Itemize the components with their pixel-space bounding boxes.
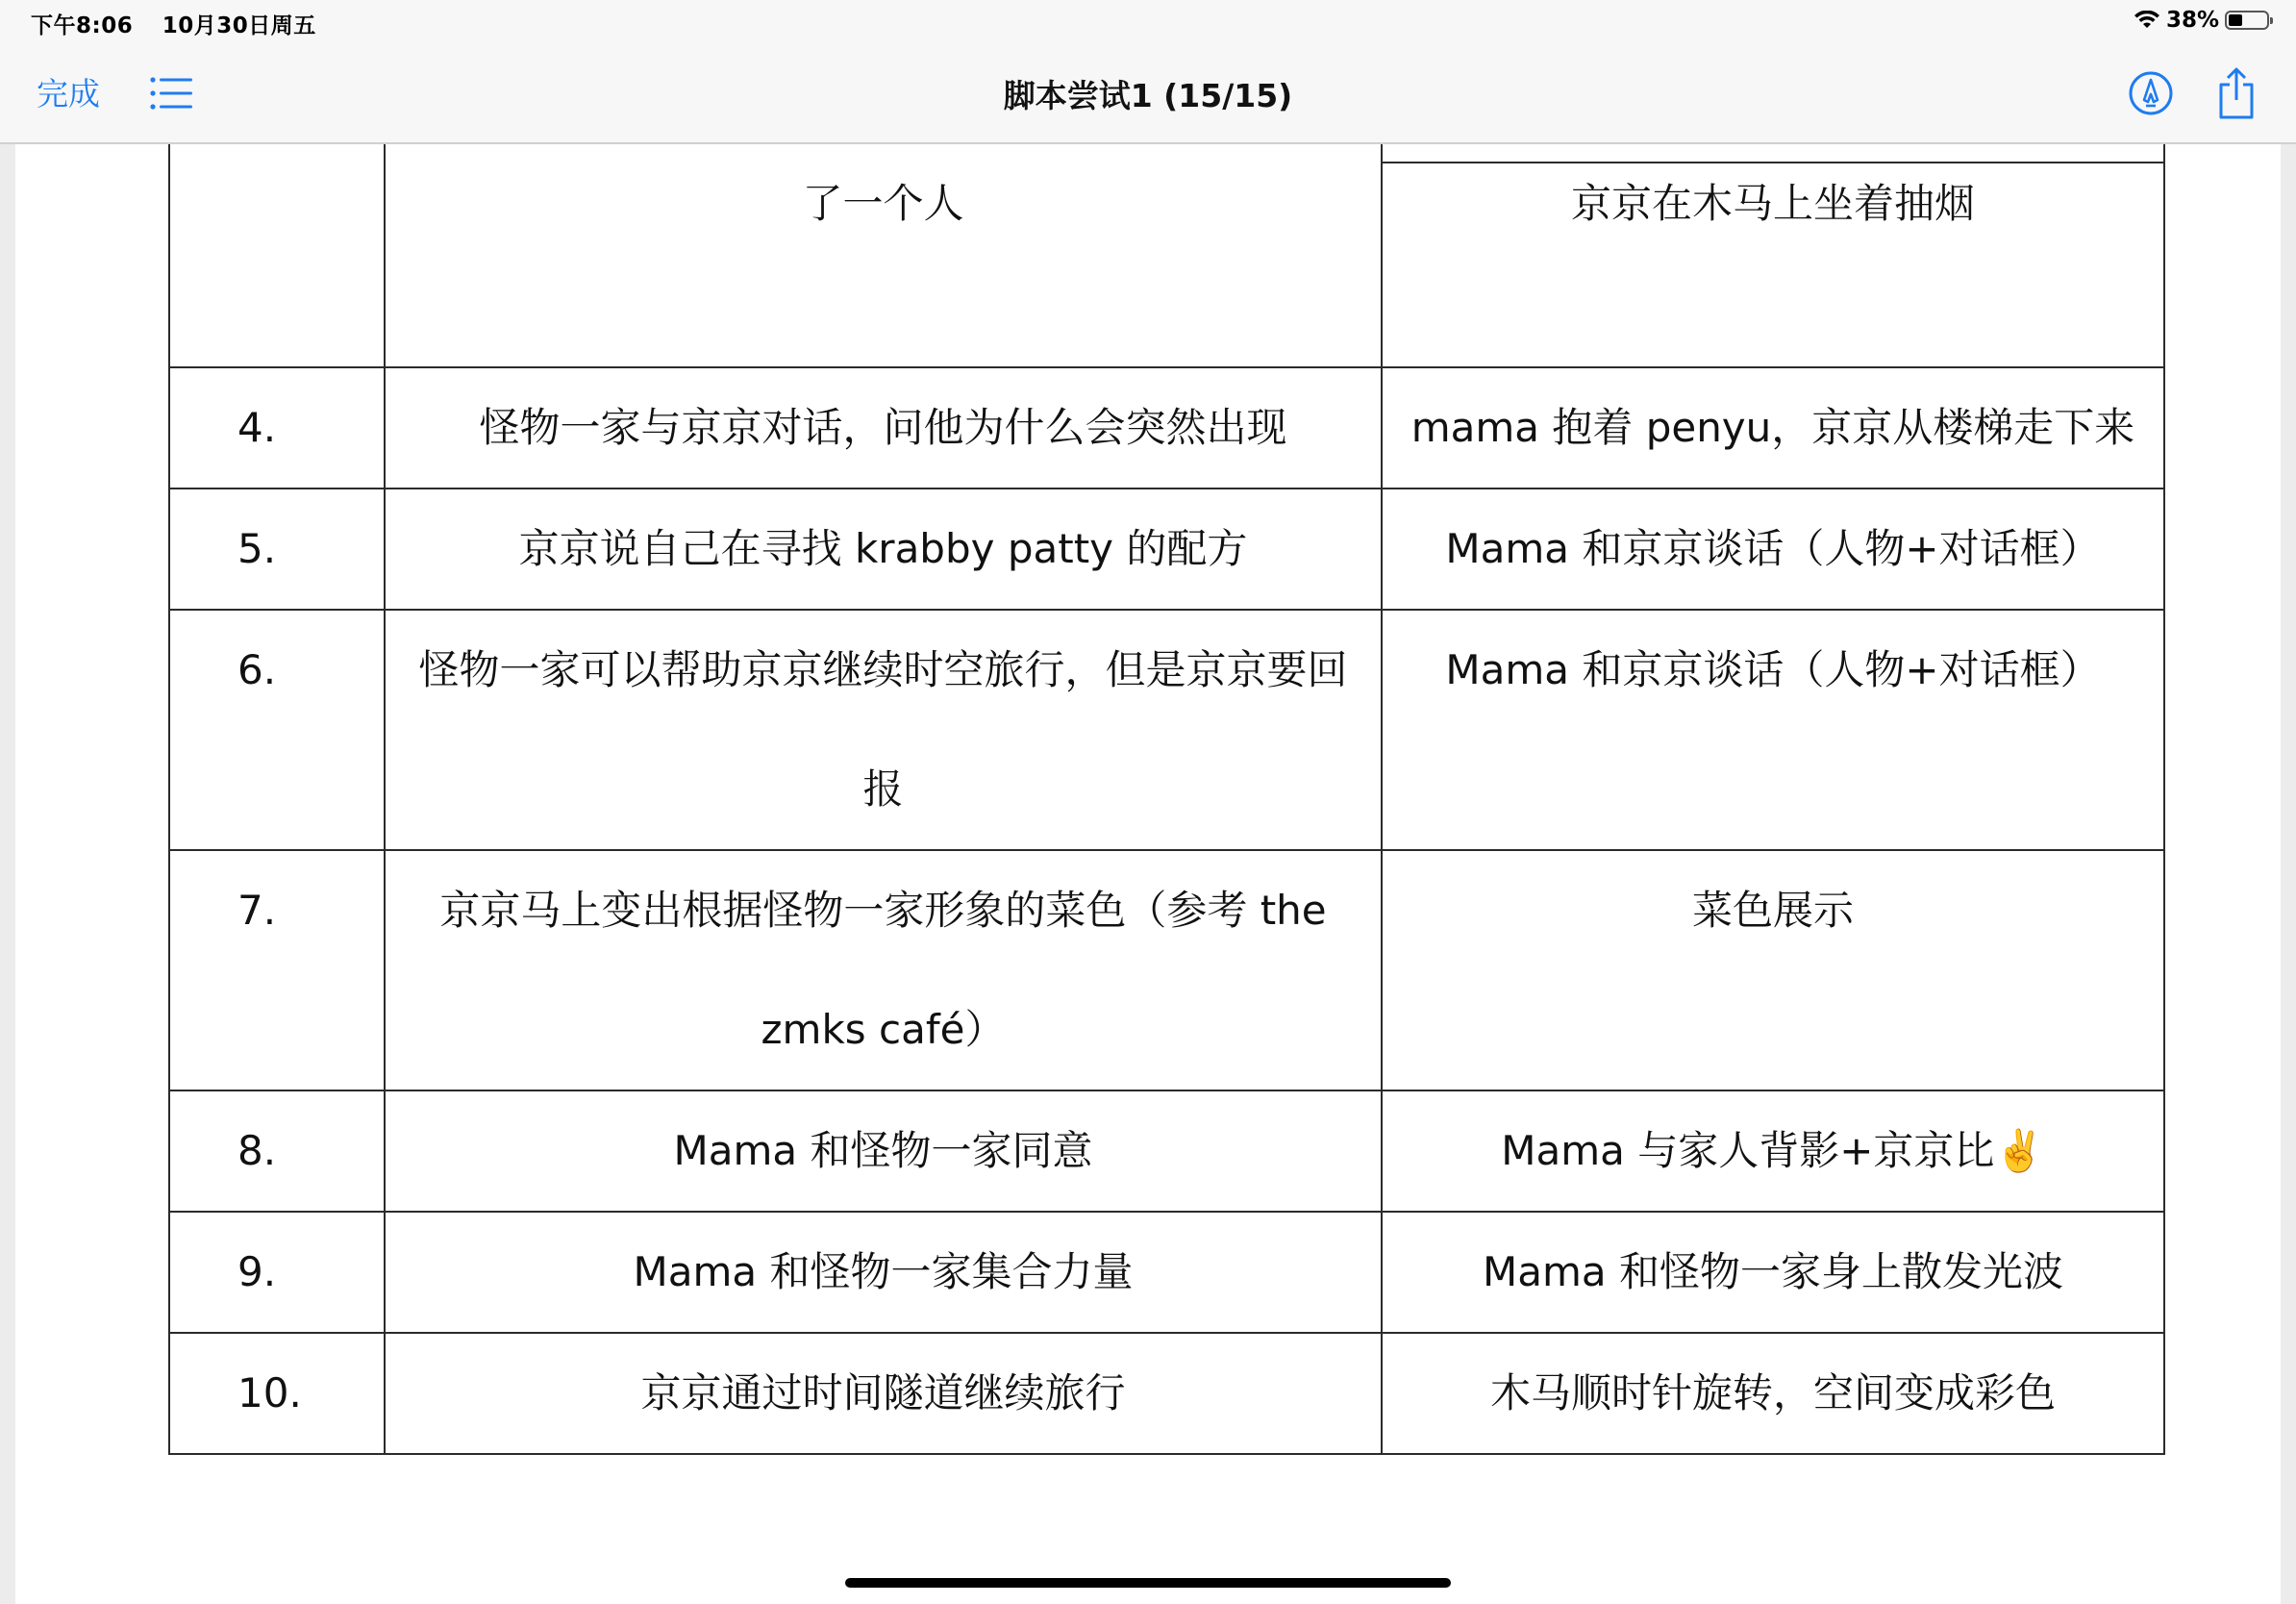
row-number: 10. — [169, 1333, 385, 1454]
table-row — [169, 850, 2164, 1090]
plot-cell: 京京说自己在寻找 krabby patty 的配方 — [385, 489, 1382, 610]
top-bar — [0, 0, 2296, 144]
document-title: 脚本尝试1 (15/15) — [1003, 77, 1293, 114]
table-row — [169, 1212, 2164, 1333]
row-number: 4. — [169, 367, 385, 489]
plot-cell: 怪物一家与京京对话，问他为什么会突然出现 — [385, 367, 1382, 489]
table-row — [169, 1333, 2164, 1454]
visual-cell: Mama 和京京谈话（人物+对话框） — [1382, 489, 2164, 610]
page-margin-right — [2281, 144, 2296, 1604]
list-icon[interactable] — [150, 77, 192, 110]
plot-cell: 京京马上变出根据怪物一家形象的菜色（参考 the zmks café） — [385, 850, 1382, 1090]
row-number — [169, 144, 385, 367]
visual-cell: Mama 和怪物一家身上散发光波 — [1382, 1212, 2164, 1333]
visual-cell: Mama 和京京谈话（人物+对话框） — [1382, 610, 2164, 850]
status-bar-left — [31, 8, 337, 39]
table-row — [169, 1090, 2164, 1212]
battery-icon — [2225, 11, 2269, 30]
status-time: 下午8:06 — [31, 13, 134, 38]
visual-cell: 木马顺时针旋转，空间变成彩色 — [1382, 1333, 2164, 1454]
table-row — [169, 610, 2164, 850]
visual-cell: 菜色展示 — [1382, 850, 2164, 1090]
home-indicator[interactable] — [845, 1578, 1451, 1588]
row-number: 5. — [169, 489, 385, 610]
row-number: 9. — [169, 1212, 385, 1333]
plot-cell: 了一个人 — [385, 144, 1382, 367]
wifi-icon — [2134, 11, 2160, 30]
plot-cell: 怪物一家可以帮助京京继续时空旅行，但是京京要回报 — [385, 610, 1382, 850]
table-row — [169, 367, 2164, 489]
row-number: 7. — [169, 850, 385, 1090]
done-button[interactable]: 完成 — [37, 75, 100, 113]
visual-cell: mama 抱着 penyu，京京从楼梯走下来 — [1382, 367, 2164, 489]
row-number: 6. — [169, 610, 385, 850]
status-date: 10月30日周五 — [162, 13, 316, 38]
script-table — [168, 144, 2165, 1455]
plot-cell: Mama 和怪物一家同意 — [385, 1090, 1382, 1212]
table-row — [169, 144, 2164, 367]
markup-pen-icon[interactable] — [2129, 71, 2173, 115]
visual-cell: 京京在木马上坐着抽烟 — [1382, 144, 2164, 367]
status-bar-right — [2134, 8, 2269, 33]
plot-cell: 京京通过时间隧道继续旅行 — [385, 1333, 1382, 1454]
share-icon[interactable] — [2217, 67, 2256, 119]
visual-cell: Mama 与家人背影+京京比✌️ — [1382, 1090, 2164, 1212]
battery-percent: 38% — [2165, 8, 2219, 33]
plot-cell: Mama 和怪物一家集合力量 — [385, 1212, 1382, 1333]
table-row — [169, 489, 2164, 610]
page-margin-left — [0, 144, 15, 1604]
row-number: 8. — [169, 1090, 385, 1212]
